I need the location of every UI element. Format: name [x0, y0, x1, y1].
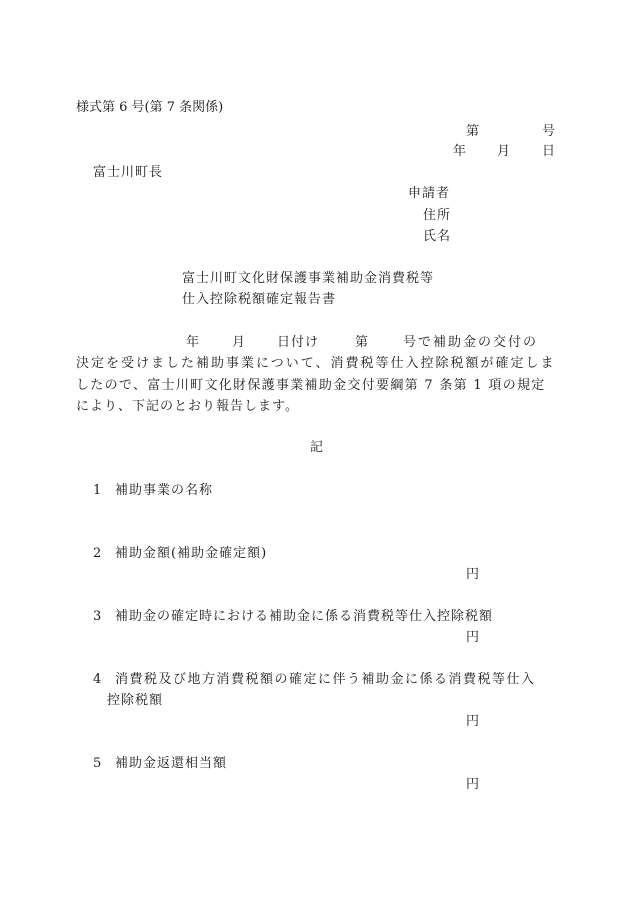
body-line2: 決定を受けました補助事業について、消費税等仕入控除税額が確定しま: [76, 356, 556, 371]
body-line4: により、下記のとおり報告します。: [76, 399, 299, 414]
item-3-number: 3: [93, 609, 102, 624]
body-ref-date-suffix: 日付け: [277, 335, 320, 350]
addressee: 富士川町長: [93, 165, 164, 180]
item-1-number: 1: [93, 483, 102, 498]
item-4-number: 4: [93, 672, 102, 687]
item-5-unit: 円: [466, 777, 480, 792]
body-line3: したので、富士川町文化財保護事業補助金交付要綱第 7 条第 1 項の規定: [76, 378, 546, 393]
item-4-unit: 円: [466, 714, 480, 729]
item-2-unit: 円: [466, 567, 480, 582]
doc-number-dai: 第: [466, 124, 480, 139]
ki-heading: 記: [310, 440, 324, 455]
item-1-label: 補助事業の名称: [115, 483, 214, 498]
doc-number-go: 号: [542, 124, 556, 139]
item-2-number: 2: [93, 546, 102, 561]
item-4-label-cont: 控除税額: [107, 693, 164, 708]
form-style-number: 様式第 6 号(第 7 条関係): [76, 100, 224, 115]
report-title-line1: 富士川町文化財保護事業補助金消費税等: [182, 271, 435, 286]
body-ref-year: 年: [186, 335, 200, 350]
report-title-line2: 仕入控除税額確定報告書: [182, 292, 337, 307]
date-month: 月: [497, 144, 511, 159]
address-label: 住所: [423, 208, 452, 223]
applicant-label: 申請者: [408, 186, 451, 201]
body-ref-dai: 第: [355, 335, 369, 350]
item-3-unit: 円: [466, 630, 480, 645]
item-4-label: 消費税及び地方消費税額の確定に伴う補助金に係る消費税等仕入: [115, 672, 536, 687]
item-5-number: 5: [93, 756, 102, 771]
name-label: 氏名: [423, 229, 452, 244]
body-ref-go-text: 号で補助金の交付の: [403, 335, 539, 350]
item-2-label: 補助金額(補助金確定額): [115, 546, 268, 561]
item-3-label: 補助金の確定時における補助金に係る消費税等仕入控除税額: [115, 609, 494, 624]
item-5-label: 補助金返還相当額: [115, 756, 228, 771]
date-year: 年: [453, 144, 467, 159]
body-ref-month: 月: [232, 335, 246, 350]
date-day: 日: [542, 144, 556, 159]
